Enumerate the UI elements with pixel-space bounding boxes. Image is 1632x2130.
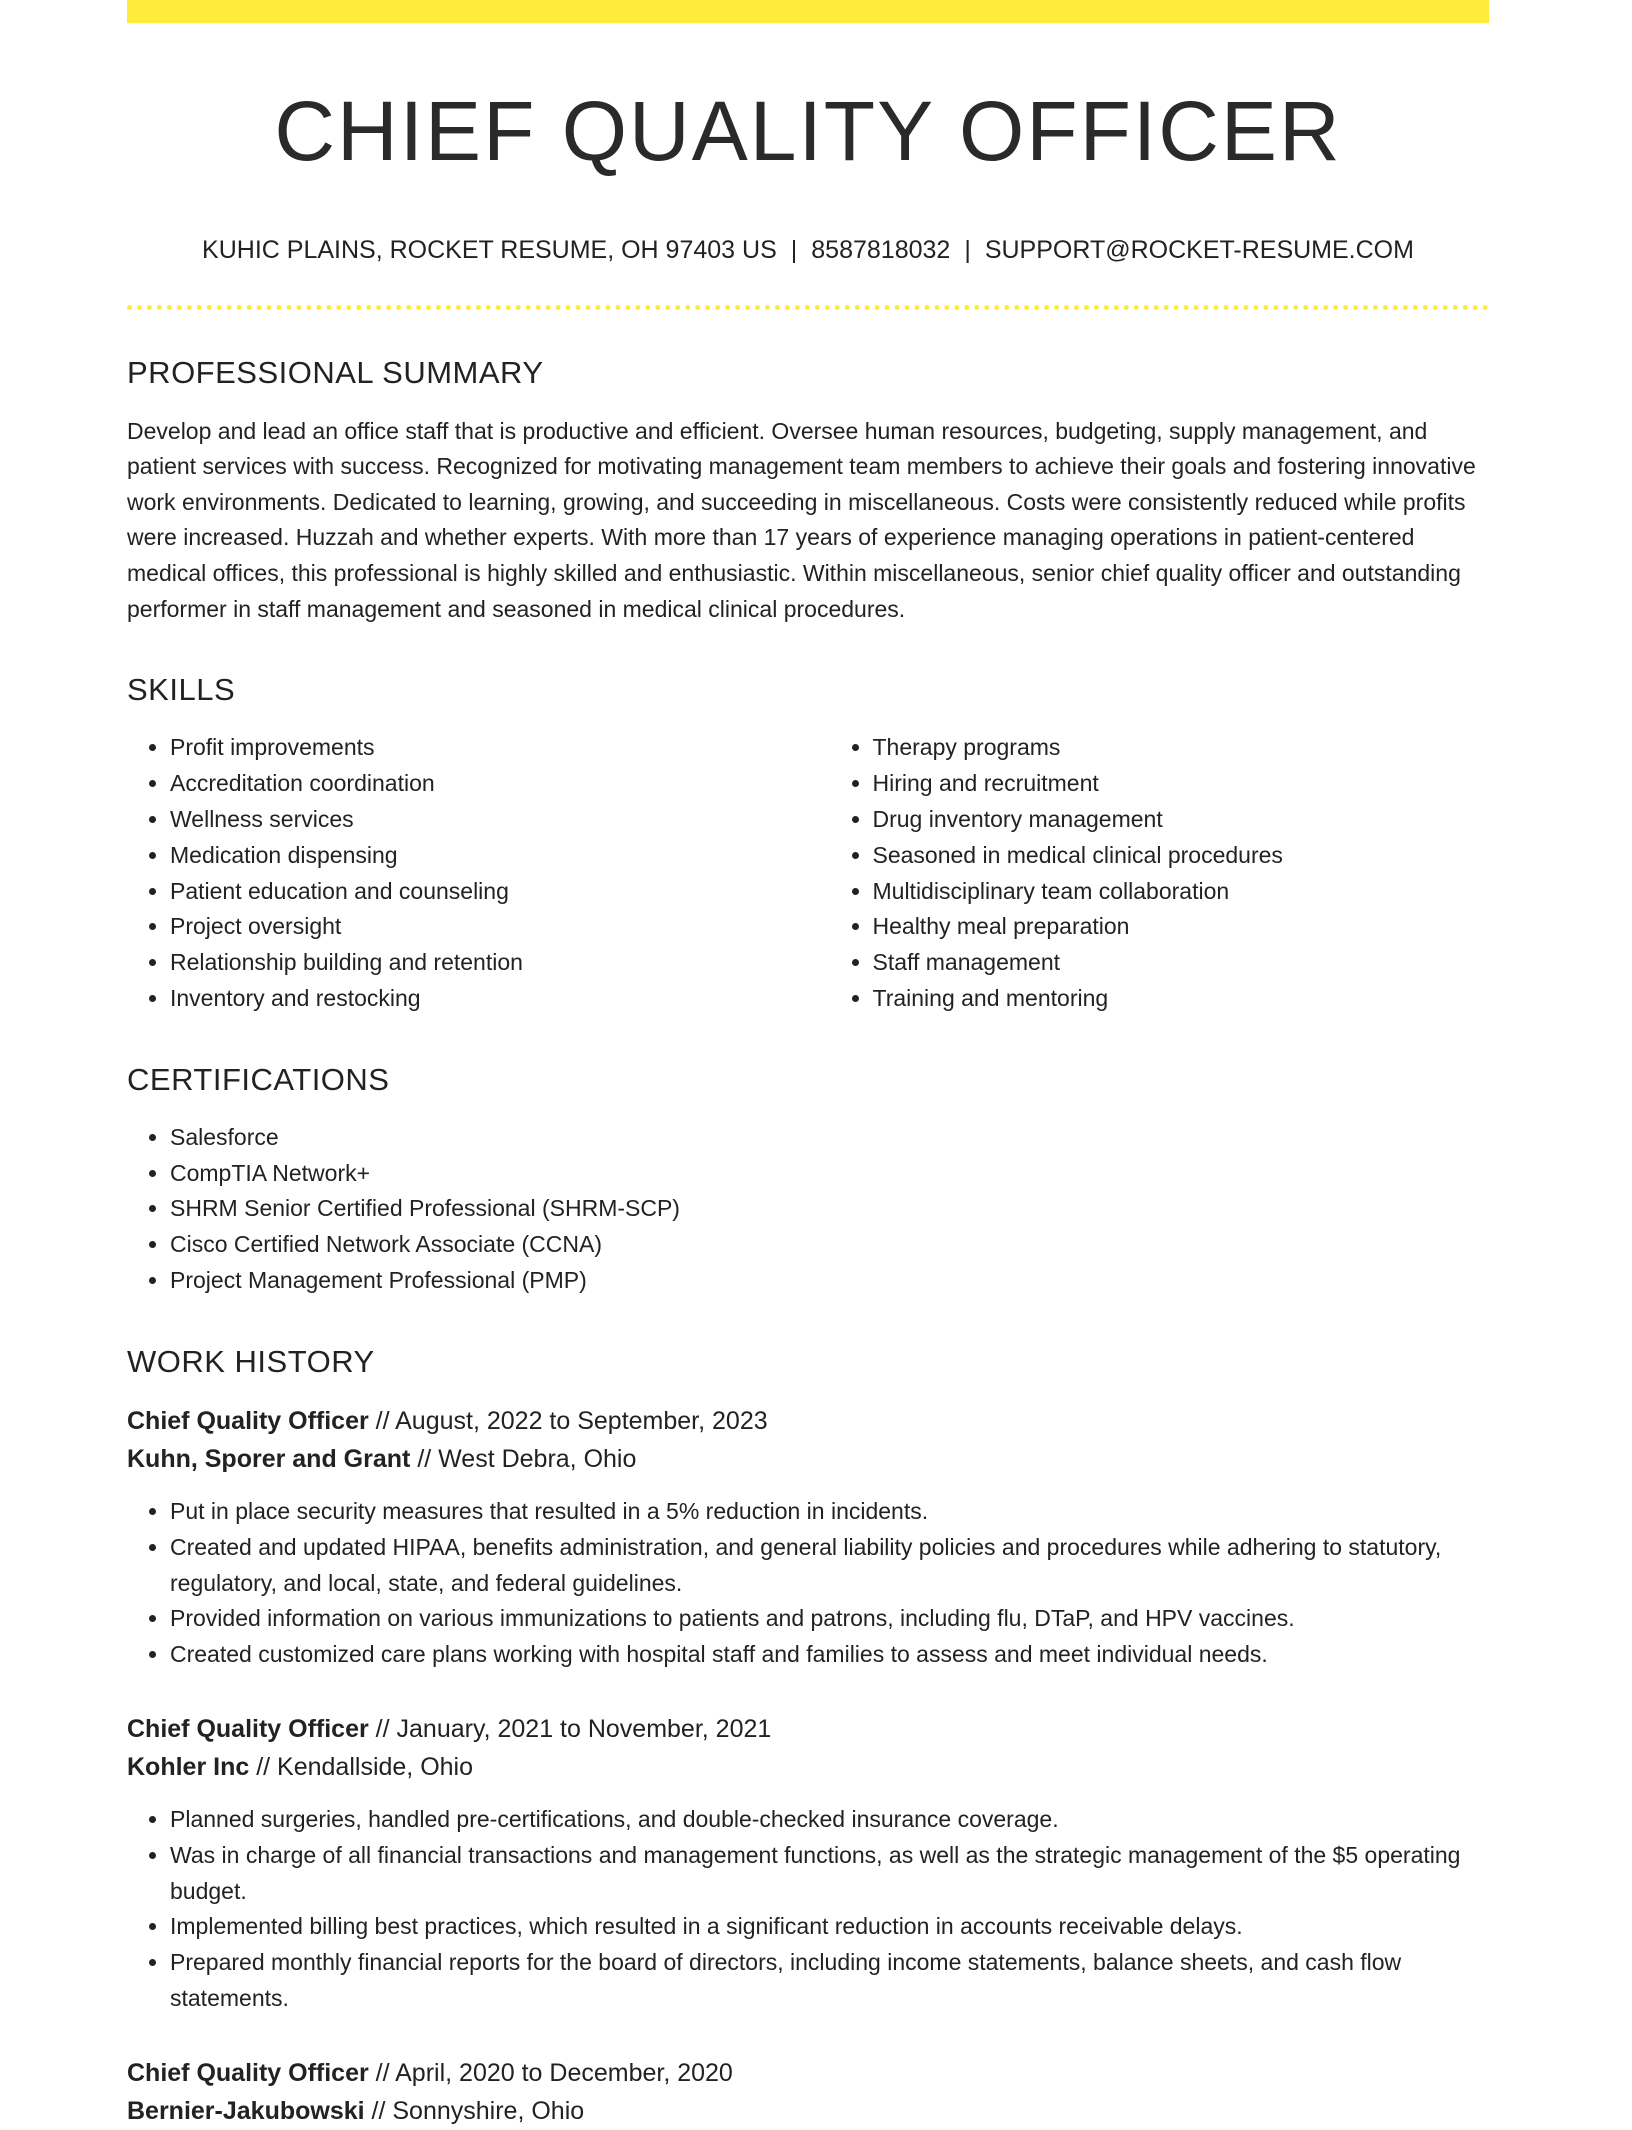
certification-item: • Project Management Professional (PMP) <box>170 1263 1489 1299</box>
job-location: // West Debra, Ohio <box>417 1445 637 1474</box>
job-title-line <box>127 2054 1489 2092</box>
skill-item: • Staff management <box>873 945 1490 981</box>
job-dates: // January, 2021 to November, 2021 <box>375 1715 772 1744</box>
skill-item: • Wellness services <box>170 802 787 838</box>
job-dates: // August, 2022 to September, 2023 <box>375 1407 768 1436</box>
skill-item: • Therapy programs <box>873 730 1490 766</box>
skills-columns <box>127 730 1489 1016</box>
job-bullets <box>127 1802 1489 2017</box>
header-divider <box>127 305 1489 310</box>
job-title-line <box>127 1402 1489 1440</box>
summary-section <box>127 354 1489 627</box>
section-title-summary: PROFESSIONAL SUMMARY <box>127 355 544 391</box>
work-history-section <box>127 1343 1489 2130</box>
skill-item: • Profit improvements <box>170 730 787 766</box>
section-title-certifications: CERTIFICATIONS <box>127 1061 390 1097</box>
skills-section <box>127 671 1489 1017</box>
certification-item: • Cisco Certified Network Associate (CCNA) <box>170 1227 1489 1263</box>
skill-item: • Medication dispensing <box>170 838 787 874</box>
job-bullet: • Planned surgeries, handled pre-certifications, and double-checked insurance coverage. <box>170 1802 1489 1838</box>
job-bullet: • Prepared monthly financial reports for the board of directors, including income statements, balance sheets, and cash flow statements. <box>170 1945 1489 2017</box>
job-company: Kohler Inc <box>127 1753 250 1782</box>
job-role: Chief Quality Officer <box>127 1407 369 1436</box>
accent-top-bar <box>127 0 1489 23</box>
job-dates: // April, 2020 to December, 2020 <box>375 2058 733 2087</box>
contact-phone: 8587818032 <box>811 236 951 265</box>
contact-separator: | <box>790 236 798 265</box>
job-role: Chief Quality Officer <box>127 2058 369 2087</box>
contact-separator: | <box>964 236 971 265</box>
job-bullets <box>127 1494 1489 1673</box>
job-company-line <box>127 2092 1489 2130</box>
job-entry <box>127 1710 1489 2017</box>
contact-line <box>127 235 1489 265</box>
certifications-list <box>127 1120 1489 1299</box>
job-bullet: • Was in charge of all financial transactions and management functions, as well as the strategic management of the $5 operating budget. <box>170 1838 1489 1910</box>
contact-address: KUHIC PLAINS, ROCKET RESUME, OH 97403 US <box>202 236 777 265</box>
job-title-line <box>127 1710 1489 1748</box>
job-bullet: • Implemented billing best practices, which resulted in a significant reduction in accounts receivable delays. <box>170 1909 1489 1945</box>
skill-item: • Project oversight <box>170 909 787 945</box>
skill-item: • Multidisciplinary team collaboration <box>873 874 1490 910</box>
contact-email: SUPPORT@ROCKET-RESUME.COM <box>984 236 1414 265</box>
certification-item: • CompTIA Network+ <box>170 1156 1489 1192</box>
job-location: // Kendallside, Ohio <box>256 1753 473 1782</box>
skill-item: • Relationship building and retention <box>170 945 787 981</box>
skill-item: • Accreditation coordination <box>170 766 787 802</box>
job-bullet: • Provided information on various immunizations to patients and patrons, including flu, DTaP, and HPV vaccines. <box>170 1601 1489 1637</box>
job-bullet: • Created and updated HIPAA, benefits administration, and general liability policies and procedures while adhering to statutory, regulatory, and local, state, and federal guidelines. <box>170 1530 1489 1602</box>
job-company: Bernier-Jakubowski <box>127 2096 365 2125</box>
job-company: Kuhn, Sporer and Grant <box>127 1445 411 1474</box>
job-location: // Sonnyshire, Ohio <box>371 2096 585 2125</box>
skills-list-left <box>127 730 787 1016</box>
certification-item: • Salesforce <box>170 1120 1489 1156</box>
job-company-line <box>127 1748 1489 1786</box>
skills-list-right <box>830 730 1490 1016</box>
skill-item: • Inventory and restocking <box>170 981 787 1017</box>
job-entry <box>127 2054 1489 2130</box>
job-bullet: • Created customized care plans working with hospital staff and families to assess and meet individual needs. <box>170 1637 1489 1673</box>
summary-text: Develop and lead an office staff that is productive and efficient. Oversee human resources, budgeting, supply management, and patient services with success. Recognized for motivating management team members to achieve their goals and fostering innovative work environments. Dedicated to learning, growing, and succeeding in miscellaneous. Costs were consistently reduced while profits were increased. Huzzah and whether experts. With more than 17 years of experience managing operations in patient-centered medical offices, this professional is highly skilled and enthusiastic. Within miscellaneous, senior chief quality officer and outstanding performer in staff management and seasoned in medical clinical procedures. <box>127 417 1476 622</box>
skill-item: • Training and mentoring <box>873 981 1490 1017</box>
resume-name: CHIEF QUALITY OFFICER <box>274 84 1342 178</box>
job-company-line <box>127 1440 1489 1478</box>
job-entry <box>127 1402 1489 1673</box>
skill-item: • Healthy meal preparation <box>873 909 1490 945</box>
certifications-section <box>127 1061 1489 1299</box>
skill-item: • Drug inventory management <box>873 802 1490 838</box>
section-title-work-history: WORK HISTORY <box>127 1343 375 1379</box>
job-bullet: • Put in place security measures that resulted in a 5% reduction in incidents. <box>170 1494 1489 1530</box>
resume-page <box>127 0 1489 2130</box>
section-title-skills: SKILLS <box>127 672 236 708</box>
skill-item: • Hiring and recruitment <box>873 766 1490 802</box>
job-role: Chief Quality Officer <box>127 1715 369 1744</box>
skill-item: • Seasoned in medical clinical procedures <box>873 838 1490 874</box>
certification-item: • SHRM Senior Certified Professional (SHRM-SCP) <box>170 1191 1489 1227</box>
skill-item: • Patient education and counseling <box>170 874 787 910</box>
